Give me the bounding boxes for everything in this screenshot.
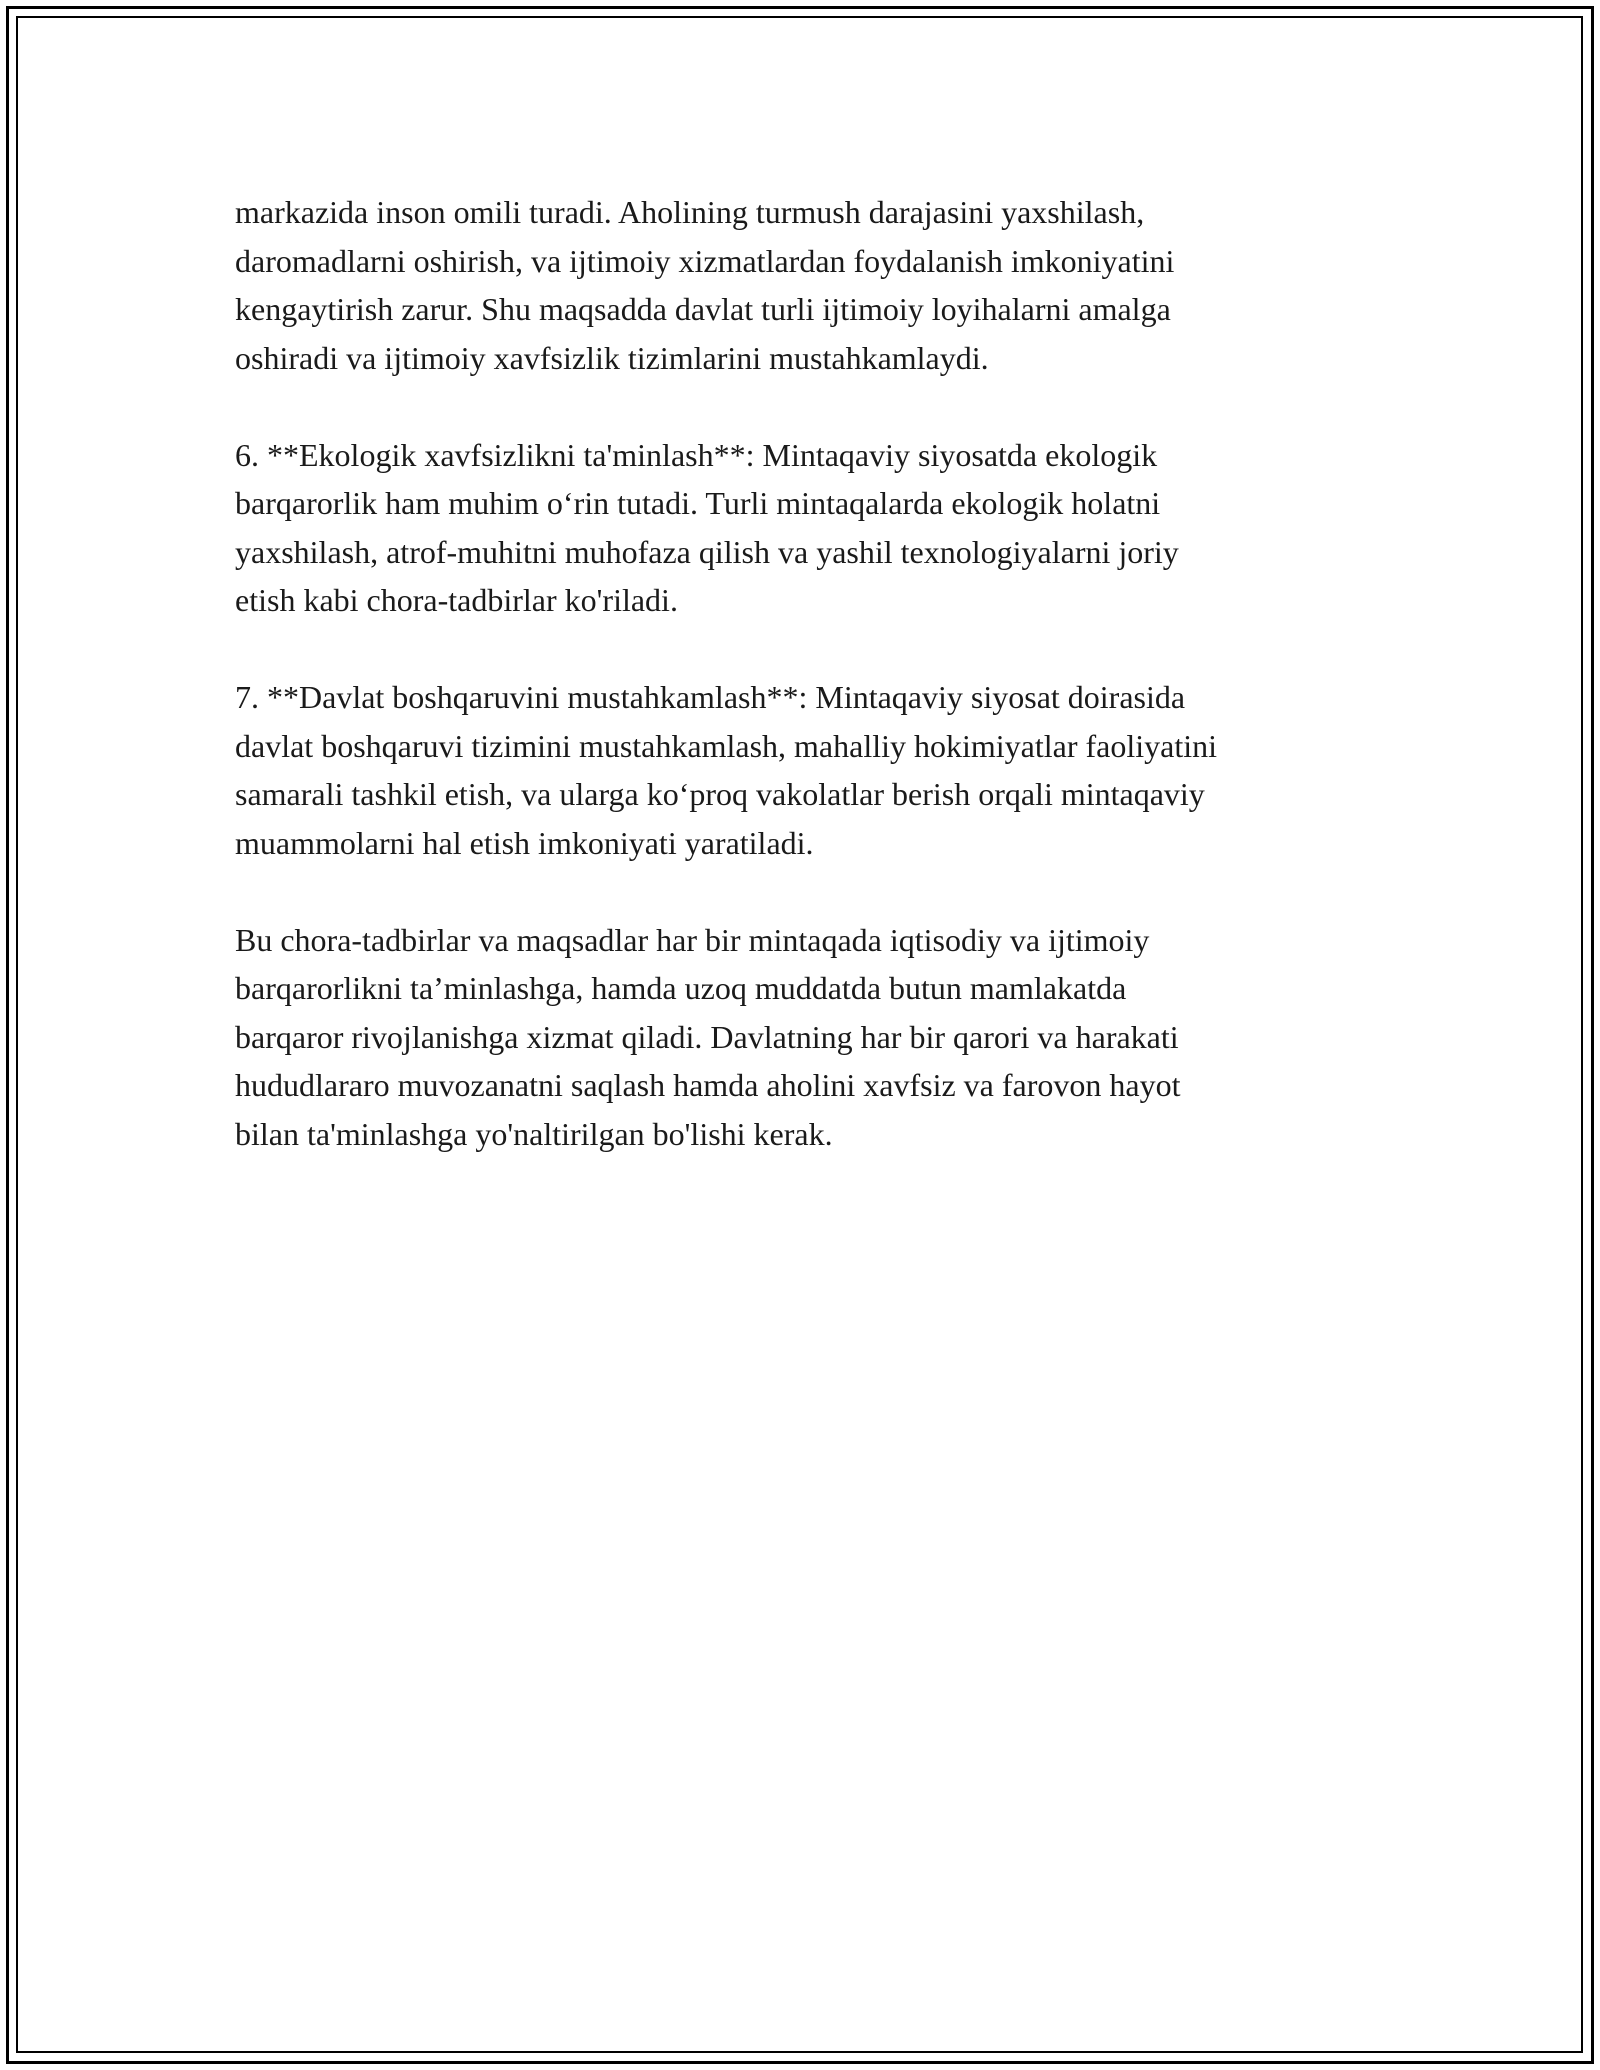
text-line: yaxshilash, atrof-muhitni muhofaza qilish va yashil texnologiyalarni joriy (235, 533, 1179, 570)
text-line: oshiradi va ijtimoiy xavfsizlik tizimlarini mustahkamlaydi. (235, 339, 989, 376)
text-line: hududlararo muvozanatni saqlash hamda aholini xavfsiz va farovon hayot (235, 1067, 1181, 1103)
text-line: samarali tashkil etish, va ularga koʻproq vakolatlar berish orqali mintaqaviy (235, 776, 1205, 812)
text-line: daromadlarni oshirish, va ijtimoiy xizmatlardan foydalanish imkoniyatini (235, 242, 1175, 279)
paragraph-social (235, 188, 1380, 382)
text-line: etish kabi chora-tadbirlar ko'riladi. (235, 582, 678, 618)
text-line: muammolarni hal etish imkoniyati yaratiladi. (235, 824, 814, 861)
paragraph-governance (235, 673, 1380, 867)
text-line: barqarorlik ham muhim oʻrin tutadi. Turli mintaqalarda ekologik holatni (235, 485, 1161, 521)
text-line: kengaytirish zarur. Shu maqsadda davlat turli ijtimoiy loyihalarni amalga (235, 291, 1171, 327)
text-line: barqaror rivojlanishga xizmat qiladi. Davlatning har bir qarori va harakati (235, 1018, 1179, 1055)
text-line: bilan ta'minlashga yo'naltirilgan bo'lishi kerak. (235, 1115, 833, 1152)
text-line: 6. **Ekologik xavfsizlikni ta'minlash**: Mintaqaviy siyosatda ekologik (235, 436, 1158, 473)
document-body (235, 188, 1380, 1207)
paragraph-ecology (235, 431, 1380, 625)
text-line: davlat boshqaruvi tizimini mustahkamlash, mahalliy hokimiyatlar faoliyatini (235, 727, 1218, 764)
paragraph-conclusion (235, 916, 1380, 1159)
text-line: markazida inson omili turadi. Aholining turmush darajasini yaxshilash, (235, 194, 1145, 230)
text-line: 7. **Davlat boshqaruvini mustahkamlash**: Mintaqaviy siyosat doirasida (235, 679, 1186, 715)
text-line: barqarorlikni ta’minlashga, hamda uzoq muddatda butun mamlakatda (235, 970, 1127, 1006)
text-line: Bu chora-tadbirlar va maqsadlar har bir mintaqada iqtisodiy va ijtimoiy (235, 921, 1150, 958)
